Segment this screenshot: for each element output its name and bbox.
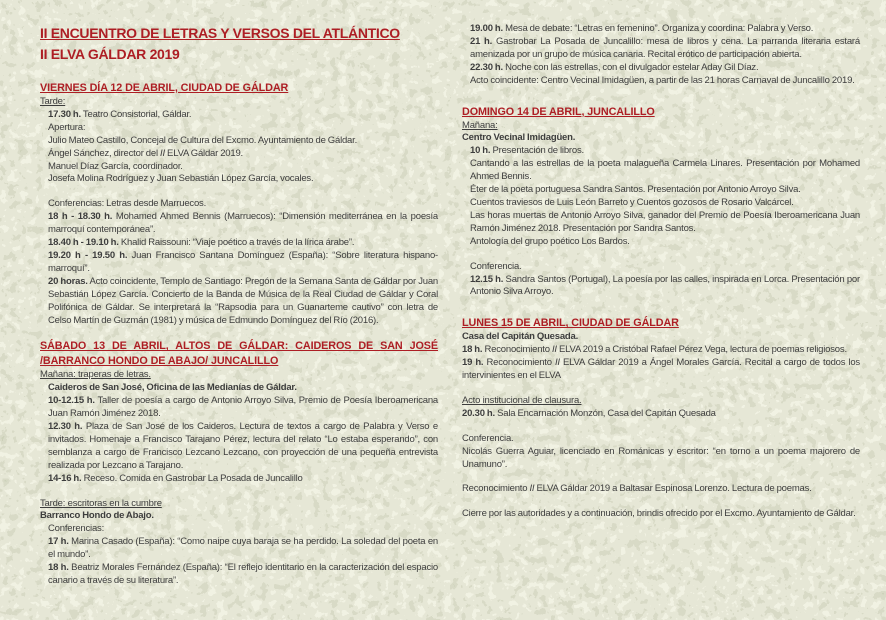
text-run: Tarde: escritoras en la cumbre [40, 497, 162, 509]
program-paragraph [462, 36, 860, 62]
text-run: Reconocimiento [483, 357, 555, 369]
program-paragraph [40, 161, 438, 174]
text-run: Presentación de libros. [490, 145, 584, 157]
spacer [40, 327, 438, 339]
program-paragraph [40, 148, 438, 161]
program-paragraph [40, 237, 438, 250]
bold-run: 19 h. [462, 357, 484, 369]
italic-run: II [554, 357, 560, 369]
text-run: Acto coincidente: Centro Vecinal Imidagüen, a partir de las 21 horas Carnaval de Juncalillo 2019. [470, 74, 855, 86]
program-paragraph [462, 210, 860, 236]
program-paragraph [462, 184, 860, 197]
text-run: Cantando a las estrellas de la poeta malagueña Carmela Linares. Presentación por Mohamed Ahmed Bennis. [470, 158, 860, 183]
program-paragraph [462, 331, 860, 344]
bold-run: 19.00 h. [470, 23, 503, 34]
text-run: ELVA Gáldar 2019 a Ángel Morales García. Recital a cargo de todos los intervinientes en el ELVA [462, 357, 860, 382]
program-paragraph [40, 211, 438, 237]
text-run: Acto institucional de clausura. [462, 394, 582, 406]
bold-run: 21 h. [470, 35, 493, 47]
program-paragraph [40, 562, 438, 588]
bold-run: 17.30 h. [48, 108, 81, 120]
text-run: Plaza de San José de los Caideros. Lectura de textos a cargo de Palabra y Verso e invitados. Homenaje a Francisco Tarajano Pérez, lectura del relato “Lo estaba esperando”, con semblanza a cargo de Francisco Lezcano Lezcano, con proyección de una pequeña entrevista realizada por Lezcano a Tarajano. [48, 421, 438, 471]
text-run: Antología del grupo poético Los Bardos. [470, 235, 630, 247]
spacer [462, 249, 860, 261]
text-run: Khalid Raissouni: “Viaje poético a través de la lírica árabe”. [118, 237, 355, 249]
italic-run: II [529, 483, 535, 495]
text-run: Mohamed Ahmed Bennis (Marruecos): “Dimensión mediterránea en la poesía marroquí contemporánea”. [48, 211, 438, 236]
spacer [462, 383, 860, 395]
text-run: Éter de la poeta portuguesa Sandra Santos. Presentación por Antonio Arroyo Silva. [470, 184, 801, 196]
bold-run: Caideros de San José, Oficina de las Medianías de Gáldar. [48, 382, 297, 394]
text-run: Taller de poesía a cargo de Antonio Arroyo Silva, Premio de Poesía Iberoamericana Juan Ramón Jiménez 2018. [48, 395, 438, 420]
text-run: Beatriz Morales Fernández (España): “El reflejo identitario en la caracterización del espacio canario a través de su literatura”. [48, 562, 438, 586]
program-paragraph [462, 236, 860, 249]
spacer [462, 299, 860, 316]
text-run: ELVA 2019 a Cristóbal Rafael Pérez Vega, lectura de poemas religiosos. [556, 344, 847, 356]
program-paragraph [462, 433, 860, 446]
program-paragraph [462, 483, 860, 496]
bold-run: 18 h. [462, 344, 483, 356]
bold-run: 14-16 h. [48, 472, 82, 484]
spacer [462, 471, 860, 483]
program-paragraph [40, 523, 438, 536]
text-run: Acto coincidente, Templo de Santiago: Pregón de la Semana Santa de Gáldar por Juan Sebastián López García. Concierto de la Banda de Música de la Real Ciudad de Gáldar y Coral Polifónica de Gáldar. Se interpretará la “Rapsodia para un Guanarteme cautivo” con letra de Celso Martín de Guzmán (1981) y música de Edmundo Domínguez del Río (2016). [48, 275, 438, 326]
page-title: II ENCUENTRO DE LETRAS Y VERSOS DEL ATLÁNTICO [40, 25, 400, 41]
text-run: Teatro Consistorial, Gáldar. [80, 108, 192, 120]
text-run: Mañana: traperas de letras. [40, 369, 151, 381]
text-run: Conferencia. [470, 260, 522, 272]
text-run: DOMINGO 14 DE ABRIL, JUNCALILLO [462, 105, 655, 118]
program-paragraph [462, 274, 860, 300]
program-paragraph [462, 132, 860, 145]
bold-run: 19.20 h - 19.50 h. [48, 249, 128, 261]
text-run: Conferencias: [48, 523, 105, 535]
text-run: Reconocimiento [482, 344, 552, 356]
section-heading [40, 81, 438, 96]
section-heading [462, 316, 860, 331]
text-run: Conferencia. [462, 432, 514, 444]
italic-run: II [160, 147, 165, 159]
left-column-blocks [40, 81, 438, 588]
bold-run: 20.30 h. [462, 407, 495, 419]
text-run: Cierre por las autoridades y a continuación, brindis ofrecido por el Excmo. Ayuntamiento de Gáldar. [462, 508, 856, 520]
bold-run: 22.30 h. [470, 61, 503, 73]
program-paragraph [462, 197, 860, 210]
text-run: Marina Casado (España): “Como naipe cuya baraja se ha perdido. La soledad del poeta en el mundo”. [48, 536, 438, 561]
program-paragraph [462, 408, 860, 421]
italic-run: II [551, 344, 557, 356]
program-paragraph [462, 508, 860, 521]
program-paragraph [462, 23, 860, 36]
program-paragraph [462, 344, 860, 357]
left-column [40, 23, 438, 620]
bold-run: Casa del Capitán Quesada. [462, 331, 579, 343]
text-run: Gastrobar La Posada de Juncalillo: mesa de libros y cena. La parranda literaria estará amenizada por un grupo de música canaria. Recital erótico de participación abierta. [470, 35, 860, 60]
program-paragraph [40, 198, 438, 211]
bold-run: 18.40 h - 19.10 h. [48, 237, 119, 249]
spacer [462, 421, 860, 433]
program-paragraph [40, 250, 438, 276]
right-column-blocks [462, 23, 860, 521]
bold-run: 12.15 h. [470, 273, 504, 285]
text-run: Mañana: [462, 119, 498, 131]
text-run: SÁBADO 13 DE ABRIL, ALTOS DE GÁLDAR: CAIDEROS DE SAN JOSÉ /BARRANCO HONDO DE ABAJO/ JUNCALILLO [40, 340, 438, 368]
program-paragraph [40, 510, 438, 523]
bold-run: Barranco Hondo de Abajo. [40, 510, 154, 522]
program-paragraph [40, 536, 438, 562]
page-subtitle: II ELVA GÁLDAR 2019 [40, 46, 180, 62]
bold-run: Centro Vecinal Imidagüen. [462, 132, 576, 144]
daypart-label [462, 395, 860, 408]
bold-run: 18 h - 18.30 h. [48, 211, 113, 223]
section-heading [462, 105, 860, 120]
text-run: Apertura: [48, 121, 86, 133]
program-paragraph [462, 446, 860, 472]
spacer [40, 486, 438, 498]
bold-run: 20 horas. [48, 275, 88, 287]
program-paragraph [40, 421, 438, 473]
program-paragraph [462, 357, 860, 383]
daypart-label [40, 369, 438, 382]
text-run: Ángel Sánchez, director del [48, 147, 161, 159]
program-paragraph [40, 395, 438, 421]
program-paragraph [462, 75, 860, 88]
text-run: Cuentos traviesos de Luis León Barreto y Cuentos gozosos de Rosario Valcárcel. [470, 196, 794, 208]
program-paragraph [40, 382, 438, 395]
text-run: Josefa Molina Rodríguez y Juan Sebastián López García, vocales. [48, 173, 314, 185]
bold-run: 18 h. [48, 562, 69, 574]
program-paragraph [462, 158, 860, 184]
program-paragraph [462, 261, 860, 274]
text-run: Reconocimiento [462, 483, 530, 495]
spacer [462, 88, 860, 105]
text-run: Las horas muertas de Antonio Arroyo Silva, ganador del Premio de Poesía Iberoamericana Juan Ramón Jiménez 2018. Presentación por Sandra Santos. [470, 209, 860, 234]
program-paragraph [40, 109, 438, 122]
text-run: Conferencias: Letras desde Marruecos. [48, 198, 207, 210]
bold-run: 10 h. [470, 145, 491, 157]
text-run: Tarde: [40, 96, 66, 107]
program-paragraph [40, 173, 438, 186]
text-run: Julio Mateo Castillo, Concejal de Cultura del Excmo. Ayuntamiento de Gáldar. [48, 134, 358, 146]
text-run: ELVA Gáldar 2019 a Baltasar Espinosa Lorenzo. Lectura de poemas. [534, 483, 812, 495]
text-run: Juan Francisco Santana Domínguez (España): “Sobre literatura hispano-marroquí”. [48, 249, 438, 274]
text-run: Manuel Díaz García, coordinador. [48, 160, 183, 172]
section-heading [40, 339, 438, 369]
program-paragraph [462, 145, 860, 158]
spacer [40, 186, 438, 198]
spacer [462, 496, 860, 508]
text-run: Sala Encarnación Monzón, Casa del Capitán Quesada [494, 407, 716, 419]
bold-run: 10-12.15 h. [48, 395, 95, 407]
text-run: Nicolás Guerra Aguiar, licenciado en Románicas y escritor: “en torno a un poema majorero de Unamuno”. [462, 445, 860, 470]
daypart-label [40, 498, 438, 511]
program-paragraph [40, 122, 438, 135]
program-paragraph [462, 62, 860, 75]
daypart-label [462, 120, 860, 133]
program-paragraph [40, 473, 438, 486]
text-run: Sandra Santos (Portugal), La poesía por las calles, inspirada en Lorca. Presentación por Antonio Silva Arroyo. [470, 273, 860, 298]
program-paragraph [40, 276, 438, 328]
text-run: ELVA Gáldar 2019. [164, 147, 243, 159]
program-paragraph [40, 135, 438, 148]
text-run: Noche con las estrellas, con el divulgador estelar Aday Gil Díaz. [502, 61, 759, 73]
bold-run: 17 h. [48, 536, 69, 548]
right-column [462, 23, 860, 620]
bold-run: 12.30 h. [48, 421, 83, 433]
text-run: LUNES 15 DE ABRIL, CIUDAD DE GÁLDAR [462, 317, 679, 330]
document-header [40, 23, 438, 65]
daypart-label [40, 96, 438, 109]
text-run: Mesa de debate: “Letras en femenino”. Organiza y coordina: Palabra y Verso. [502, 23, 814, 34]
text-run: VIERNES DÍA 12 DE ABRIL, CIUDAD DE GÁLDAR [40, 82, 289, 94]
text-run: Receso. Comida en Gastrobar La Posada de Juncalillo [81, 472, 303, 484]
